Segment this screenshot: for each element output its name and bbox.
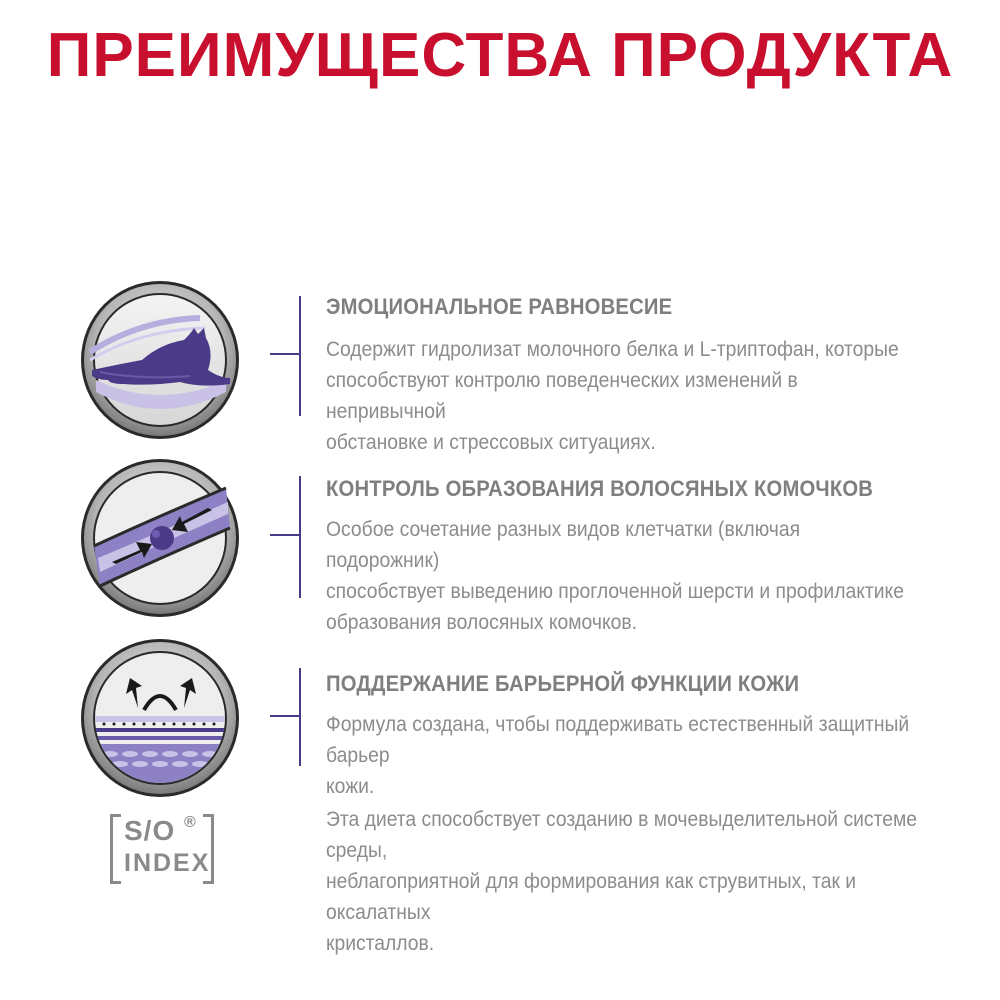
connector-line	[270, 534, 300, 536]
description-line: кожи.	[326, 775, 375, 798]
bracket-line	[299, 296, 301, 416]
description-line: неблагоприятной для формирования как струвитных, так и оксалатных	[326, 870, 857, 924]
description-line: способствуют контролю поведенческих изменений в непривычной	[326, 369, 798, 423]
bracket-line	[299, 668, 301, 766]
so-index-bottom: INDEX	[124, 849, 211, 877]
skin-barrier-icon	[80, 638, 240, 798]
page-title: ПРЕИМУЩЕСТВА ПРОДУКТА	[46, 21, 954, 90]
feature-title: ЭМОЦИОНАЛЬНОЕ РАВНОВЕСИЕ	[326, 294, 673, 319]
description-line: обстановке и стрессовых ситуациях.	[326, 431, 656, 454]
feature-title: ПОДДЕРЖАНИЕ БАРЬЕРНОЙ ФУНКЦИИ КОЖИ	[326, 671, 800, 696]
description-line: Эта диета способствует созданию в мочевыделительной системе среды,	[326, 808, 917, 862]
feature-description	[326, 709, 952, 802]
connector-line	[270, 353, 300, 355]
so-index-description	[326, 804, 952, 959]
description-line: способствует выведению проглоченной шерсти и профилактике	[326, 580, 904, 603]
feature-description	[326, 334, 915, 458]
description-line: Формула создана, чтобы поддерживать естественный защитный барьер	[326, 713, 910, 767]
so-index-top: S/O	[124, 815, 176, 846]
registered-mark: ®	[184, 814, 196, 831]
connector-line	[270, 715, 300, 717]
description-line: кристаллов.	[326, 932, 435, 955]
hairball-control-icon	[80, 458, 240, 618]
so-index-logo	[110, 814, 214, 880]
feature-description	[326, 514, 915, 638]
description-line: Особое сочетание разных видов клетчатки (включая подорожник)	[326, 518, 801, 572]
feature-title: КОНТРОЛЬ ОБРАЗОВАНИЯ ВОЛОСЯНЫХ КОМОЧКОВ	[326, 476, 874, 501]
bracket-line	[299, 476, 301, 598]
cat-relax-icon	[80, 280, 240, 440]
bracket-left	[110, 814, 121, 884]
description-line: образования волосяных комочков.	[326, 611, 637, 634]
description-line: Содержит гидролизат молочного белка и L-триптофан, которые	[326, 338, 899, 361]
